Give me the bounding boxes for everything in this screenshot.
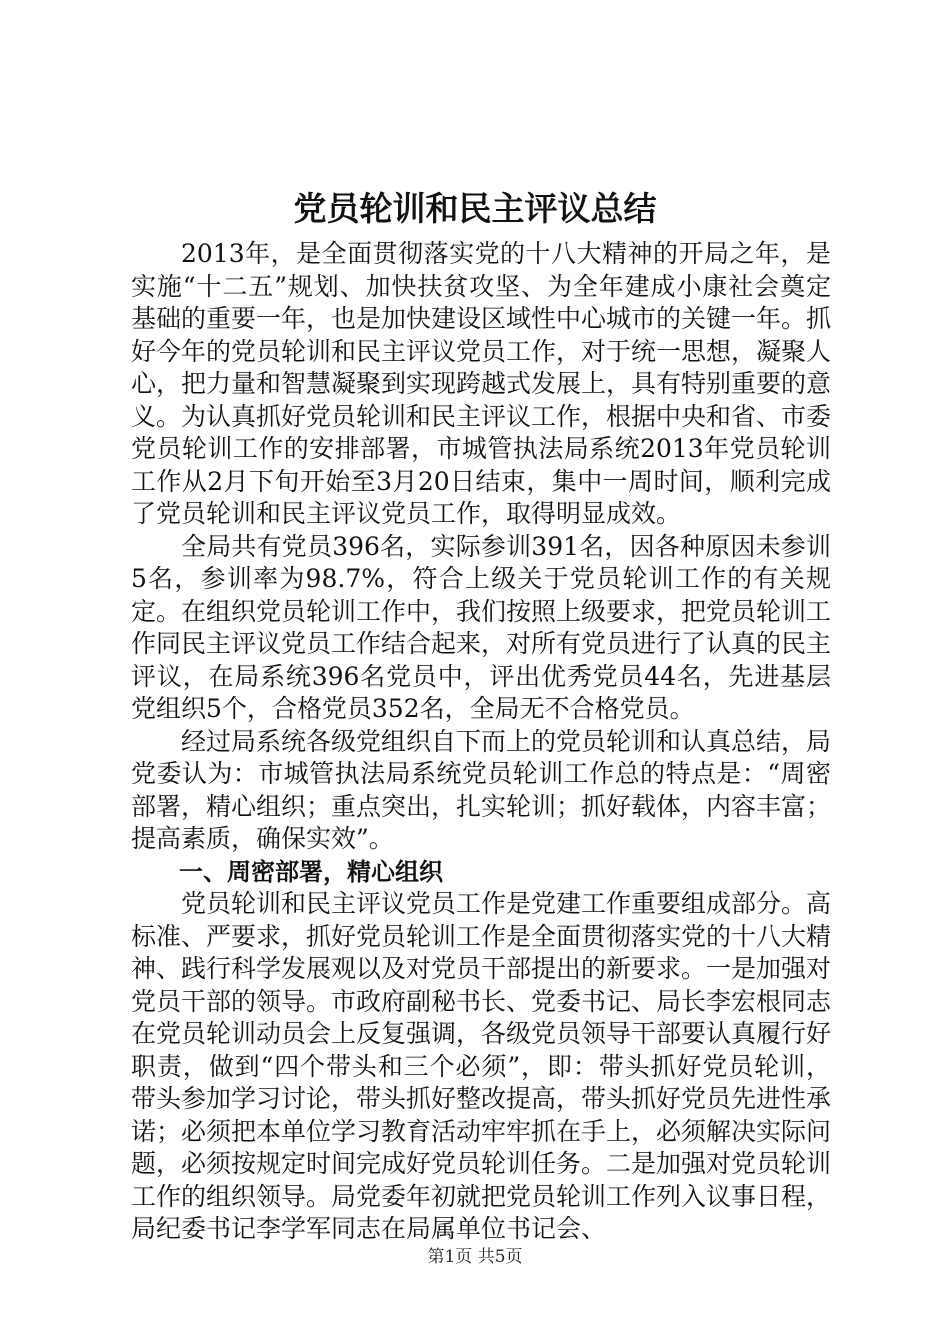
section-heading: 一、周密部署，精心组织 bbox=[179, 857, 443, 886]
paragraph-statistics: 全局共有党员396名，实际参训391名，因各种原因未参训5名，参训率为98.7%，符合上级关于党员轮训工作的有关规定。在组织党员轮训工作中，我们按照上级要求，把党员轮训工作同民主评议党员工作结合起来，对所有党员进行了认真的民主评议，在局系统396名党员中，评出优秀党员44名，先进基层党组织5个，合格党员352名，全局无不合格党员。 bbox=[131, 531, 832, 723]
paragraph-section-one: 党员轮训和民主评议党员工作是党建工作重要组成部分。高标准、严要求，抓好党员轮训工作是全面贯彻落实党的十八大精神、践行科学发展观以及对党员干部提出的新要求。一是加强对党员干部的领导。市政府副秘书长、党委书记、局长李宏根同志在党员轮训动员会上反复强调，各级党员领导干部要认真履行好职责，做到“四个带头和三个必须”，即：带头抓好党员轮训，带头参加学习讨论，带头抓好整改提高，带头抓好党员先进性承诺；必须把本单位学习教育活动牢牢抓在手上，必须解决实际问题，必须按规定时间完成好党员轮训任务。二是加强对党员轮训工作的组织领导。局党委年初就把党员轮训工作列入议事日程，局纪委书记李学军同志在局属单位书记会、 bbox=[131, 889, 832, 1243]
page-footer: 第1页 共5页 bbox=[427, 1247, 523, 1267]
document-body bbox=[131, 238, 831, 1246]
paragraph-intro: 2013年，是全面贯彻落实党的十八大精神的开局之年，是实施“十二五”规划、加快扶贫攻坚、为全年建成小康社会奠定基础的重要一年，也是加快建设区域性中心城市的关键一年。抓好今年的党员轮训和民主评议党员工作，对于统一思想，凝聚人心，把力量和智慧凝聚到实现跨越式发展上，具有特别重要的意义。为认真抓好党员轮训和民主评议工作，根据中央和省、市委党员轮训工作的安排部署，市城管执法局系统2013年党员轮训工作从2月下旬开始至3月20日结束，集中一周时间，顺利完成了党员轮训和民主评议党员工作，取得明显成效。 bbox=[131, 239, 832, 528]
paragraph-summary: 经过局系统各级党组织自下而上的党员轮训和认真总结，局党委认为：市城管执法局系统党员轮训工作总的特点是：“周密部署，精心组织；重点突出，扎实轮训；抓好载体，内容丰富；提高素质，确保实效”。 bbox=[131, 726, 832, 853]
document-title: 党员轮训和民主评议总结 bbox=[293, 189, 657, 228]
